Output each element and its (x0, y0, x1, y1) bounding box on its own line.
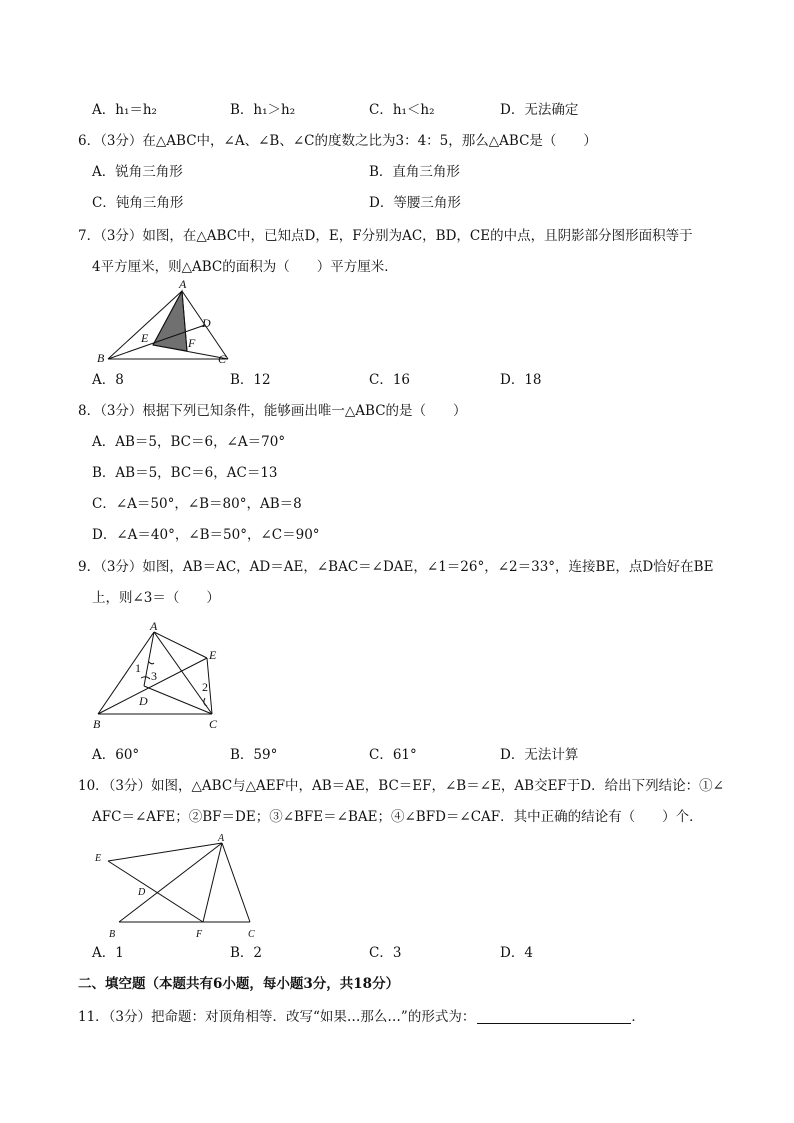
q9-stem-line2: 上，则∠3＝（ ） (92, 590, 220, 606)
q8-option-a: A．AB＝5，BC＝6，∠A＝70° (92, 434, 286, 450)
q9-option-c: C．61° (369, 747, 417, 763)
q9-options (0, 744, 794, 766)
q10-label-a: A (218, 833, 225, 844)
q11-stem (0, 1006, 794, 1028)
q10-option-c: C．3 (369, 945, 402, 961)
q8-stem: 8．（3分）根据下列已知条件，能够画出唯一△ABC的是（ ） (78, 403, 467, 419)
q7-options (0, 369, 794, 391)
q7-option-c: C．16 (369, 372, 411, 388)
q8-option-a-row (0, 431, 794, 453)
q10-option-d: D．4 (500, 945, 533, 961)
q8-option-c-row (0, 493, 794, 515)
q7-label-d: D (202, 316, 211, 330)
q11-answer-blank[interactable] (477, 1009, 631, 1024)
q6-options-row2 (0, 192, 794, 214)
q5-option-c: C．h₁＜h₂ (369, 102, 435, 118)
q10-stem-line2: AFC＝∠AFE；②BF＝DE；③∠BFE＝∠BAE；④∠BFD＝∠CAF．其中正确的结论有（ ）个． (92, 809, 703, 825)
q7-stem-line2: 4平方厘米，则△ABC的面积为（ ）平方厘米． (92, 259, 398, 275)
q10-options (0, 942, 794, 964)
q7-label-f: F (188, 336, 196, 350)
q7-label-b: B (97, 351, 105, 365)
q5-option-a: A．h₁＝h₂ (92, 102, 157, 118)
q10-option-a: A．1 (92, 945, 124, 961)
q10-label-c: C (248, 929, 255, 940)
q10-label-e: E (95, 853, 102, 864)
q9-angle-2: 2 (202, 680, 208, 694)
q9-figure (88, 618, 238, 733)
q9-label-d: D (139, 694, 148, 708)
q10-label-b: B (109, 929, 116, 940)
q7-label-a: A (179, 277, 187, 291)
q9-option-a: A．60° (92, 747, 140, 763)
q8-option-b: B．AB＝5，BC＝6，AC＝13 (92, 465, 278, 481)
q9-label-e: E (209, 648, 217, 662)
q11-end: ． (631, 1009, 645, 1025)
q9-angle-3: 3 (151, 669, 157, 683)
q10-label-d: D (138, 887, 146, 898)
q5-option-d: D．无法确定 (500, 102, 579, 118)
q11-text: 11．（3分）把命题：对顶角相等．改写“如果…那么…”的形式为： (78, 1009, 476, 1025)
q7-stem-line1: 7．（3分）如图，在△ABC中，已知点D，E，F分别为AC，BD，CE的中点，且阴影部分图形面积等于 (78, 228, 693, 244)
q7-figure (90, 277, 240, 370)
q7-option-b: B．12 (230, 372, 271, 388)
q7-option-a: A．8 (92, 372, 124, 388)
q7-label-e: E (141, 331, 149, 345)
q8-option-c: C．∠A＝50°，∠B＝80°，AB＝8 (92, 496, 302, 512)
q8-option-b-row (0, 462, 794, 484)
q9-label-c: C (209, 717, 218, 731)
q9-angle-1: 1 (135, 661, 141, 675)
section-2-title: 二、填空题（本题共有6小题，每小题3分，共18分） (78, 976, 400, 992)
q8-option-d: D．∠A＝40°，∠B＝50°，∠C＝90° (92, 527, 320, 543)
q9-option-d: D．无法计算 (500, 747, 579, 763)
q9-label-a: A (150, 619, 158, 633)
q7-shaded-region (153, 291, 187, 351)
q7-label-c: C (218, 352, 227, 366)
q10-label-f: F (196, 929, 203, 940)
q6-option-d: D．等腰三角形 (369, 195, 461, 211)
q6-options-row1 (0, 161, 794, 183)
q9-option-b: B．59° (230, 747, 278, 763)
q5-options (0, 99, 794, 121)
q6-option-a: A．锐角三角形 (92, 164, 183, 180)
q10-figure (90, 833, 270, 943)
q7-option-d: D．18 (500, 372, 542, 388)
q8-option-d-row (0, 524, 794, 546)
q6-stem: 6．（3分）在△ABC中，∠A、∠B、∠C的度数之比为3：4：5，那么△ABC是（ ） (78, 133, 597, 149)
q5-option-b: B．h₁＞h₂ (230, 102, 296, 118)
q9-stem-line1: 9．（3分）如图，AB＝AC，AD＝AE，∠BAC＝∠DAE，∠1＝26°，∠2＝33°，连接BE，点D恰好在BE (78, 559, 714, 575)
q6-option-b: B．直角三角形 (369, 164, 460, 180)
q9-label-b: B (93, 717, 101, 731)
q6-option-c: C．钝角三角形 (92, 195, 184, 211)
q10-option-b: B．2 (230, 945, 263, 961)
q10-stem-line1: 10．（3分）如图，△ABC与△AEF中，AB＝AE，BC＝EF，∠B＝∠E，AB交EF于D．给出下列结论：①∠ (78, 778, 724, 794)
